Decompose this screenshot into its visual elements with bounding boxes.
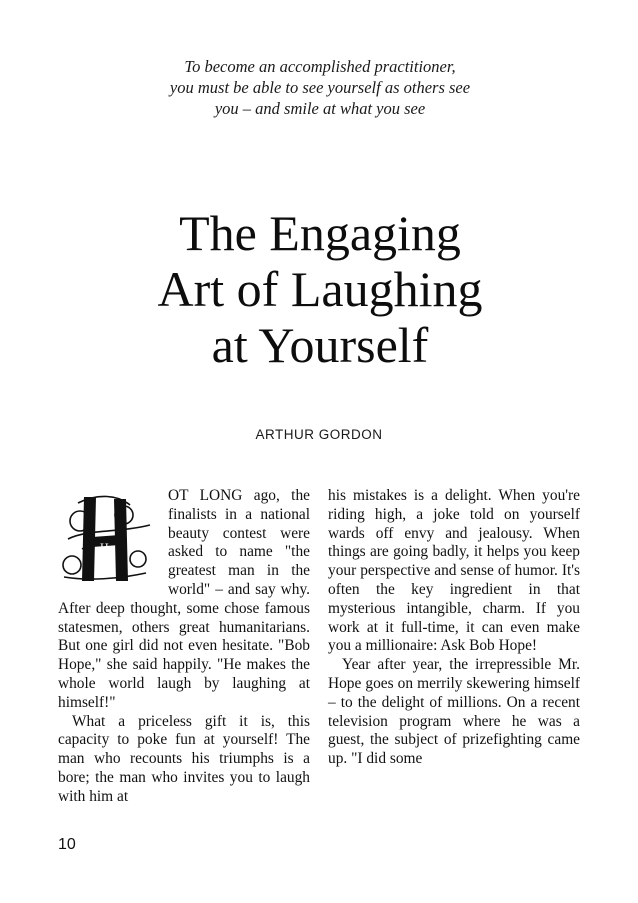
paragraph-3: his mistakes is a delight. When you're riding high, a joke told on yourself wards off envy and jealousy. When things are going badly, it helps you keep your perspective and sense of humor. It's often the key ingredient in that mysterious intangible, charm. If you work at it full-time, it can even make you a millionaire: Ask Bob Hope! — [328, 487, 580, 655]
blurb-line-3: you – and smile at what you see — [214, 99, 426, 118]
paragraph-2: What a priceless gift it is, this capacity to poke fun at yourself! The man who recounts his triumphs is a bore; the man who invites you to laugh with him at — [58, 712, 310, 805]
title-line-2: Art of Laughing — [157, 261, 483, 317]
title-line-3: at Yourself — [211, 317, 429, 373]
paragraph-4: Year after year, the irrepressible Mr. Hope goes on merrily skewering himself – to the delight of millions. On a recent television program where he was a guest, the subject of prizefighting came up. "I did some — [328, 656, 580, 768]
author-byline: ARTHUR GORDON — [255, 427, 383, 442]
column-left — [58, 487, 310, 807]
page-number: 10 — [58, 836, 76, 853]
paragraph-1-text: ago, the finalists in a national beauty contest were asked to name "the greatest man in the world" – and say why. After deep thought, some chose famous statesmen, others great humanitarians. But one girl did not even hesitate. "Bob Hope," she said happily. "He makes the whole world laugh by laughing at himself!" — [58, 487, 310, 711]
blurb-line-2: you must be able to see yourself as others see — [169, 78, 471, 97]
article-title — [60, 205, 580, 373]
title-line-1: The Engaging — [179, 205, 461, 261]
ornamental-dropcap-icon — [58, 489, 160, 585]
dropcap-letter: H — [100, 540, 109, 554]
article-blurb — [110, 56, 530, 119]
lead-in-smallcaps: OT LONG — [168, 487, 243, 504]
blurb-line-1: To become an accomplished practitioner, — [184, 57, 456, 76]
column-right — [328, 487, 580, 769]
